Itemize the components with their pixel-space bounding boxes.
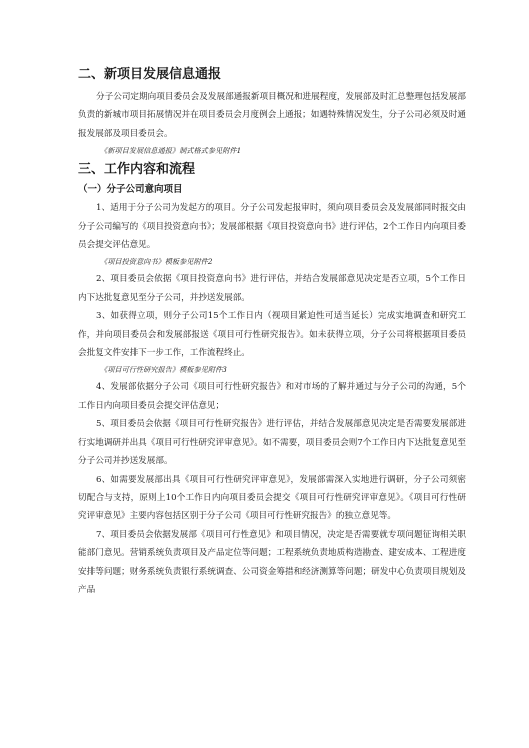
subsection-heading-intent-projects: （一）分子公司意向项目 xyxy=(78,184,183,196)
paragraph-step-5: 5、项目委员会依据《项目可行性研究报告》进行评估，并结合发展部意见决定是否需要发展部进行实地调研并出具《项目可行性研究评审意见》。如不需要，项目委员会则7个工作日内下达批复意见至分子公司并抄送发展部。 xyxy=(78,419,466,467)
paragraph-step-1: 1、适用于分子公司为发起方的项目。分子公司发起报审时，须向项目委员会及发展部同时报交由分子公司编写的《项目投资意向书》；发展部根据《项目投资意向书》进行评估，2个工作日内向项目委员会提交评估意见。 xyxy=(78,203,466,251)
paragraph-step-3: 3、如获得立项，则分子公司15个工作日内（视项目紧迫性可适当延长）完成实地调查和研究工作，并向项目委员会和发展部报送《项目可行性研究报告》。如未获得立项，分子公司将根据项目委员会批复文件安排下一步工作，工作流程终止。 xyxy=(78,311,466,359)
paragraph-step-7: 7、项目委员会依据发展部《项目可行性意见》和项目情况，决定是否需要就专项问题征询相关职能部门意见。营销系统负责项目及产品定位等问题；工程系统负责地质构造勘查、建安成本、工程进度安排等问题；财务系统负责银行系统调查、公司资金筹措和经济测算等问题；研发中心负责项目规划及产品 xyxy=(78,529,466,595)
document-body xyxy=(78,66,466,599)
section-heading-workflow: 三、工作内容和流程 xyxy=(78,162,196,178)
paragraph-step-4: 4、发展部依据分子公司《项目可行性研究报告》和对市场的了解并通过与分子公司的沟通，5个工作日内向项目委员会提交评估意见； xyxy=(78,382,466,411)
paragraph-step-6: 6、如需要发展部出具《项目可行性研究评审意见》，发展部需深入实地进行调研，分子公司须密切配合与支持，原则上10个工作日内向项目委员会提交《项目可行性研究评审意见》。《项目可行性研究评审意见》主要内容包括区别于分子公司《项目可行性研究报告》的独立意见等。 xyxy=(78,474,466,522)
note-attachment-2: 《项目投资意向书》模板参见附件2 xyxy=(100,257,213,267)
paragraph-info-report: 分子公司定期向项目委员会及发展部通报新项目概况和进展程度，发展部及时汇总整理包括发展部负责的新城市项目拓展情况并在项目委员会月度例会上通报；如遇特殊情况发生，分子公司必须及时通报发展部及项目委员会。 xyxy=(78,92,466,139)
paragraph-step-2: 2、项目委员会依据《项目投资意向书》进行评估，并结合发展部意见决定是否立项，5个工作日内下达批复意见至分子公司，并抄送发展部。 xyxy=(78,274,466,303)
note-attachment-1: 《新项目发展信息通报》制式格式参见附件1 xyxy=(100,146,242,156)
note-attachment-3: 《项目可行性研究报告》模板参见附件3 xyxy=(100,365,227,375)
section-heading-new-project-info: 二、新项目发展信息通报 xyxy=(78,67,222,82)
